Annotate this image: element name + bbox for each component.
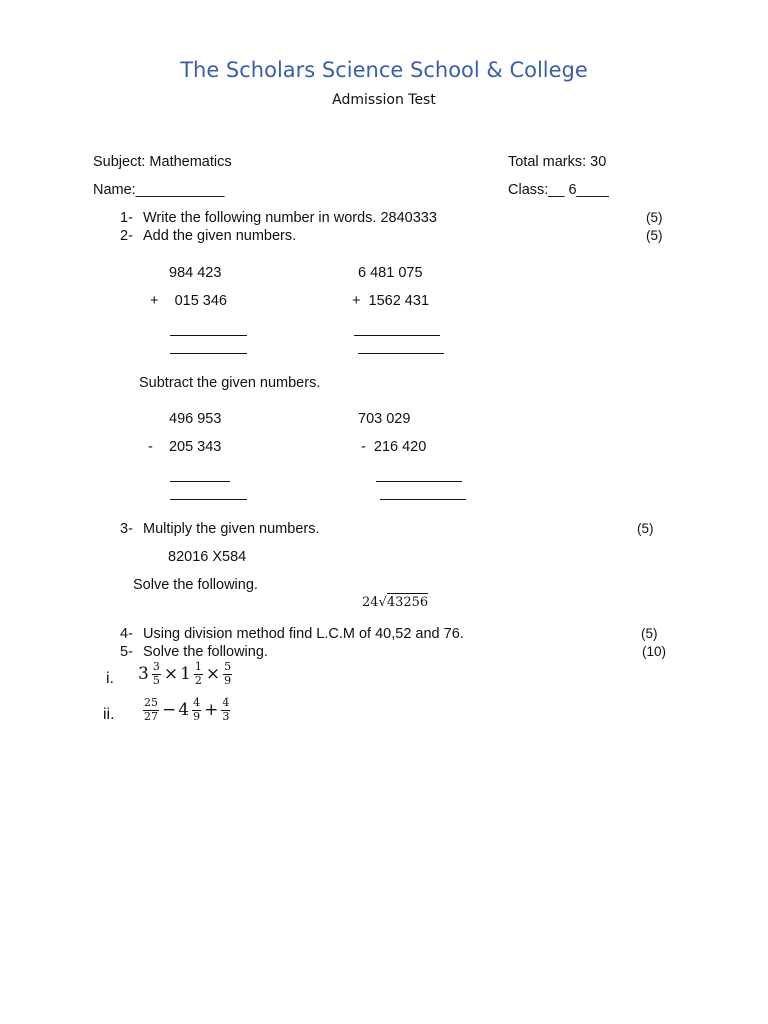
q3-expression: 82016 X584 bbox=[168, 549, 247, 565]
sub-b-top: 703 029 bbox=[358, 411, 411, 427]
long-division bbox=[362, 596, 428, 609]
sub-b-answer-line-2 bbox=[380, 499, 466, 500]
test-title: Admission Test bbox=[332, 92, 436, 108]
dividend: 43256 bbox=[386, 595, 429, 610]
q5-i-fraction-1: $\frac{3}{5}$ bbox=[152, 660, 160, 687]
q2-text: Add the given numbers. bbox=[143, 228, 297, 244]
q3-text: Multiply the given numbers. bbox=[143, 521, 320, 537]
q5-ii-fraction-1: $\frac{25}{27}$ bbox=[144, 696, 158, 723]
q5-i-operator-2: × bbox=[205, 663, 221, 684]
sub-a-answer-line-2 bbox=[170, 499, 247, 500]
q5-i-operator-1: × bbox=[163, 663, 179, 684]
q5-ii-operator-2: + bbox=[204, 699, 219, 720]
q5-text: Solve the following. bbox=[143, 644, 268, 660]
q5-i-expression bbox=[138, 661, 233, 687]
q5-ii-expression bbox=[142, 697, 231, 723]
q5-i-whole-2: 1 bbox=[180, 663, 191, 684]
total-marks: Total marks: 30 bbox=[508, 154, 607, 170]
q4-text: Using division method find L.C.M of 40,52 and 76. bbox=[143, 626, 464, 642]
q5-i-whole-1: 3 bbox=[138, 663, 149, 684]
q5-i-label: i. bbox=[106, 670, 114, 687]
q1-number: 1- bbox=[120, 210, 133, 226]
sub-a-answer-line-1 bbox=[170, 481, 230, 482]
q5-number: 5- bbox=[120, 644, 133, 660]
add-b-top: 6 481 075 bbox=[358, 265, 423, 281]
add-a-answer-line-2 bbox=[170, 353, 247, 354]
radical-icon: √ bbox=[378, 595, 387, 610]
add-b-bottom: + 1562 431 bbox=[352, 293, 430, 309]
add-a-top: 984 423 bbox=[169, 265, 222, 281]
q5-i-fraction-2: $\frac{1}{2}$ bbox=[194, 660, 202, 687]
q4-number: 4- bbox=[120, 626, 133, 642]
q1-text: Write the following number in words. 2840333 bbox=[143, 210, 437, 226]
q4-marks: (5) bbox=[641, 626, 658, 641]
q5-ii-label: ii. bbox=[103, 706, 115, 723]
q5-ii-fraction-3: $\frac{4}{3}$ bbox=[222, 696, 230, 723]
add-a-answer-line-1 bbox=[170, 335, 247, 336]
school-title: The Scholars Science School & College bbox=[180, 58, 588, 82]
sub-a-bottom: - 205 343 bbox=[148, 439, 222, 455]
add-a-bottom: + 015 346 bbox=[150, 293, 227, 309]
divisor: 24 bbox=[362, 595, 379, 610]
subject-label: Subject: Mathematics bbox=[93, 154, 232, 170]
q3-number: 3- bbox=[120, 521, 133, 537]
q2-number: 2- bbox=[120, 228, 133, 244]
add-b-answer-line-2 bbox=[358, 353, 444, 354]
q5-ii-fraction-2: $\frac{4}{9}$ bbox=[193, 696, 201, 723]
name-field: Name:___________ bbox=[93, 182, 225, 198]
q5-ii-whole-2: 4 bbox=[178, 699, 190, 720]
q1-marks: (5) bbox=[646, 210, 663, 225]
add-b-answer-line-1 bbox=[354, 335, 440, 336]
class-field: Class:__ 6____ bbox=[508, 182, 609, 198]
sub-b-answer-line-1 bbox=[376, 481, 462, 482]
subtract-heading: Subtract the given numbers. bbox=[139, 375, 321, 391]
sub-b-bottom: - 216 420 bbox=[361, 439, 427, 455]
q2-marks: (5) bbox=[646, 228, 663, 243]
q5-i-fraction-3: $\frac{5}{9}$ bbox=[224, 660, 232, 687]
q3-marks: (5) bbox=[637, 521, 654, 536]
q5-ii-operator-1: − bbox=[162, 699, 177, 720]
sub-a-top: 496 953 bbox=[169, 411, 222, 427]
division-heading: Solve the following. bbox=[133, 577, 258, 593]
q5-marks: (10) bbox=[642, 644, 667, 659]
